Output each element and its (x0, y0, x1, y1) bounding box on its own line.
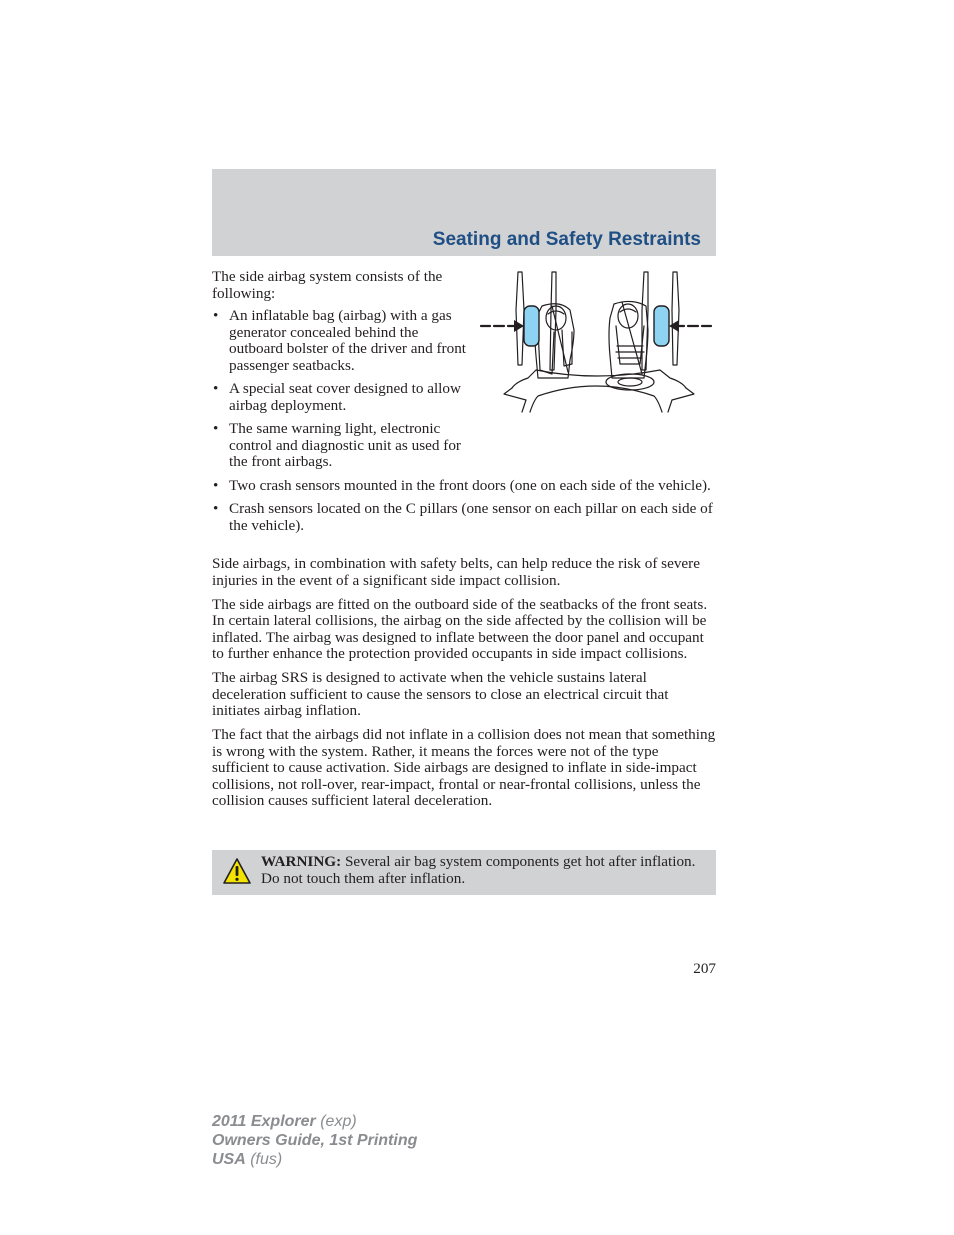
list-item: • An inflatable bag (airbag) with a gas generator concealed behind the outboard bolster of the driver and front passenger seatbacks. (212, 308, 473, 374)
side-airbag-diagram (476, 270, 716, 420)
list-item: • The same warning light, electronic control and diagnostic unit as used for the front airbags. (212, 421, 473, 471)
footer-line-model (212, 1112, 417, 1131)
section-title: Seating and Safety Restraints (432, 229, 701, 250)
footer-market: USA (212, 1151, 246, 1168)
footer-line-market (212, 1150, 417, 1169)
body-paragraphs (212, 556, 718, 817)
warning-message (261, 854, 711, 887)
footer-model: 2011 Explorer (212, 1113, 316, 1130)
footer-market-code: (fus) (245, 1151, 283, 1168)
warning-label: WARNING: (261, 853, 342, 870)
footer-model-code: (exp) (315, 1113, 357, 1130)
list-item: • A special seat cover designed to allow airbag deployment. (212, 381, 473, 414)
paragraph: The fact that the airbags did not inflate in a collision does not mean that something is wrong with the system. Rather, it means the forces were not of the type sufficient to cause activation. Side airbags are designed to inflate in side-impact collisions, not roll-over, rear-impact, frontal or near-frontal collisions, unless the collision causes sufficient lateral deceleration. (212, 726, 716, 809)
footer-line-printing: Owners Guide, 1st Printing (212, 1132, 418, 1149)
section-header-band (212, 169, 716, 256)
warning-body: Several air bag system components get hot after inflation. Do not touch them after inflation. (261, 853, 696, 887)
list-item: • Two crash sensors mounted in the front doors (one on each side of the vehicle). (212, 478, 717, 495)
paragraph: Side airbags, in combination with safety belts, can help reduce the risk of severe injuries in the event of a significant side impact collision. (212, 555, 700, 589)
list-item: • Crash sensors located on the C pillars (one sensor on each pillar on each side of the vehicle). (212, 501, 717, 534)
warning-triangle-icon (222, 857, 252, 885)
warning-box (212, 850, 716, 895)
document-footer (212, 1112, 417, 1169)
paragraph: The side airbags are fitted on the outboard side of the seatbacks of the front seats. In certain lateral collisions, the airbag on the side affected by the collision will be inflated. The airbag was designed to inflate between the door panel and occupant to further enhance the protection provided occupants in side impact collisions. (212, 595, 708, 662)
page-number: 207 (693, 960, 716, 977)
intro-text: The side airbag system consists of the following: (212, 268, 443, 302)
paragraph: The airbag SRS is designed to activate when the vehicle sustains lateral deceleration sufficient to cause the sensors to close an electrical circuit that initiates airbag inflation. (212, 669, 669, 719)
